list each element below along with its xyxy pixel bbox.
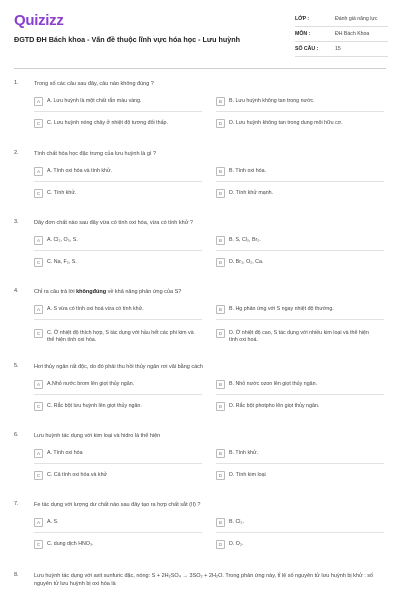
option-text: D. Ở nhiệt độ cao, S tác dụng với nhiều kim loại và thể hiện tính oxi hoá.	[229, 330, 369, 343]
option-letter-badge: C	[34, 258, 43, 267]
meta-row-class	[295, 12, 388, 27]
question-text: Dãy đơn chất nào sau đây vừa có tính oxi hóa, vừa có tính khử ?	[34, 220, 193, 226]
option-letter-badge: A	[34, 380, 43, 389]
answer-option-a[interactable]	[34, 97, 197, 106]
option-divider	[34, 463, 202, 464]
option-letter-badge: A	[34, 97, 43, 106]
answer-option-a[interactable]	[34, 518, 197, 527]
emphasis-text: khôngđúng	[76, 289, 107, 295]
option-divider	[34, 181, 202, 182]
meta-value: Đánh giá năng lực	[335, 16, 378, 22]
option-letter-badge: B	[216, 518, 225, 527]
option-letter-badge: D	[216, 402, 225, 411]
option-divider	[216, 181, 384, 182]
option-text: A. Tính oxi hóa	[47, 450, 83, 456]
answer-option-a[interactable]	[34, 305, 197, 314]
option-text: A. S vừa có tính oxi hoá vừa có tính khử.	[47, 306, 144, 312]
answer-option-a[interactable]	[34, 167, 197, 176]
option-text: C. Cả tính oxi hóa và khử	[47, 472, 108, 478]
answer-option-d[interactable]	[216, 402, 379, 411]
answer-option-b[interactable]	[216, 236, 379, 245]
question-text: Hơi thủy ngân rất độc, do đó phải thu hồi thủy ngân rơi vãi bằng cách	[34, 364, 203, 370]
answer-option-d[interactable]	[216, 119, 379, 128]
quizizz-logo: Quizizz	[14, 12, 64, 29]
option-letter-badge: A	[34, 236, 43, 245]
option-text: B. Nhỏ nước ozon lên giọt thủy ngân.	[229, 381, 317, 387]
option-letter-badge: C	[34, 540, 43, 549]
meta-row-subject	[295, 27, 388, 42]
option-letter-badge: D	[216, 258, 225, 267]
answer-option-c[interactable]	[34, 258, 197, 267]
answer-option-d[interactable]	[216, 189, 379, 198]
option-letter-badge: B	[216, 97, 225, 106]
question-number: 1.	[14, 80, 19, 86]
answer-option-a[interactable]	[34, 380, 197, 389]
answer-option-a[interactable]	[34, 449, 197, 458]
answer-option-d[interactable]	[216, 471, 379, 480]
meta-row-count	[295, 42, 388, 57]
answer-option-c[interactable]	[34, 540, 197, 549]
option-text: B. Tính khử.	[229, 450, 259, 456]
option-divider	[216, 532, 384, 533]
option-letter-badge: A	[34, 449, 43, 458]
question-number: 3.	[14, 219, 19, 225]
answer-option-b[interactable]	[216, 167, 379, 176]
option-text: D. Tính khử mạnh.	[229, 190, 274, 196]
answer-option-a[interactable]	[34, 236, 197, 245]
option-divider	[34, 319, 202, 320]
option-text: A. S.	[47, 519, 59, 525]
meta-label: LỚP :	[295, 16, 310, 22]
answer-option-c[interactable]	[34, 189, 197, 198]
option-letter-badge: D	[216, 540, 225, 549]
option-divider	[216, 111, 384, 112]
question-number: 4.	[14, 288, 19, 294]
question-number: 2.	[14, 150, 19, 156]
option-letter-badge: B	[216, 449, 225, 458]
document-title: ĐGTD ĐH Bách khoa - Vấn đề thuộc lĩnh vực hóa học - Lưu huỳnh	[14, 35, 241, 44]
option-divider	[216, 463, 384, 464]
option-text: B. S, Cl₂, Br₂.	[229, 237, 261, 243]
option-text: C. dung dịch HNO₃.	[47, 541, 94, 547]
option-text: D. Lưu huỳnh không tan trong dung môi hữu cơ.	[229, 120, 343, 126]
question-number: 6.	[14, 432, 19, 438]
answer-option-d[interactable]	[216, 329, 379, 344]
option-text: C. Tính khử.	[47, 190, 77, 196]
answer-option-b[interactable]	[216, 518, 379, 527]
question-number: 8.	[14, 572, 19, 578]
option-text: A.Nhỏ nước brom lên giọt thủy ngân.	[47, 381, 135, 387]
option-divider	[34, 394, 202, 395]
option-letter-badge: B	[216, 236, 225, 245]
question-text: Lưu huỳnh tác dụng với kim loại và hidro là thể hiện	[34, 433, 161, 439]
option-text: D. O₂.	[229, 541, 244, 547]
option-letter-badge: D	[216, 471, 225, 480]
answer-option-b[interactable]	[216, 449, 379, 458]
option-letter-badge: D	[216, 329, 225, 338]
option-text: C. Na, F₂, S.	[47, 259, 77, 265]
question-text: Fe tác dụng với lượng dư chất nào sau đây tạo ra hợp chất sắt (II) ?	[34, 502, 201, 508]
option-text: A. Cl₂, O₃, S.	[47, 237, 78, 243]
meta-label: SỐ CÂU :	[295, 46, 319, 52]
answer-option-b[interactable]	[216, 305, 379, 314]
option-letter-badge: C	[34, 402, 43, 411]
option-divider	[216, 394, 384, 395]
option-letter-badge: D	[216, 119, 225, 128]
answer-option-b[interactable]	[216, 97, 379, 106]
question-text: Trong số các câu sau đây, câu nào không đúng ?	[34, 81, 154, 87]
answer-option-d[interactable]	[216, 540, 379, 549]
answer-option-c[interactable]	[34, 402, 197, 411]
option-letter-badge: A	[34, 167, 43, 176]
option-text: A. Lưu huỳnh là một chất rắn màu vàng.	[47, 98, 142, 104]
option-text: D. Rắc bột photpho lên giọt thủy ngân.	[229, 403, 320, 409]
option-divider	[34, 532, 202, 533]
question-text: Lưu huỳnh tác dụng với axit sunfuric đặc, nóng: S + 2H₂SO₄ → 3SO₂ + 2H₂O. Trong phản ứng này, tỉ lệ số nguyên tử lưu huỳnh bị khử : số nguyên tử lưu huỳnh bị oxi hóa là	[34, 573, 374, 587]
header	[0, 0, 400, 66]
option-text: B. Cl₂.	[229, 519, 245, 525]
option-text: C. Rắc bột lưu huỳnh lên giọt thủy ngân.	[47, 403, 142, 409]
meta-value: 15	[335, 46, 341, 52]
option-letter-badge: A	[34, 305, 43, 314]
answer-option-c[interactable]	[34, 329, 197, 344]
option-text: C. Ở nhiệt độ thích hợp, S tác dụng với hầu hết các phi kim và thể hiện tính oxi hóa.	[47, 330, 194, 343]
meta-table	[295, 12, 388, 57]
option-text: B. Tính oxi hóa.	[229, 168, 267, 174]
question-number: 7.	[14, 501, 19, 507]
option-text: D. Br₂, O₂, Ca.	[229, 259, 264, 265]
option-text: A. Tính oxi hóa và tính khử.	[47, 168, 112, 174]
option-text: D. Tính kim loại	[229, 472, 266, 478]
option-letter-badge: B	[216, 167, 225, 176]
answer-option-c[interactable]	[34, 471, 197, 480]
answer-option-d[interactable]	[216, 258, 379, 267]
meta-value: ĐH Bách Khoa	[335, 31, 370, 37]
option-letter-badge: D	[216, 189, 225, 198]
option-letter-badge: C	[34, 189, 43, 198]
option-letter-badge: C	[34, 119, 43, 128]
option-letter-badge: B	[216, 305, 225, 314]
option-text: B. Hg phản ứng với S ngay nhiệt độ thường.	[229, 306, 334, 312]
option-divider	[34, 111, 202, 112]
option-text: C. Lưu huỳnh nóng chảy ở nhiệt độ tương đối thấp.	[47, 120, 168, 126]
option-letter-badge: C	[34, 329, 43, 338]
option-text: B. Lưu huỳnh không tan trong nước.	[229, 98, 315, 104]
question-number: 5.	[14, 363, 19, 369]
question-text: Tính chất hóa học đặc trưng của lưu huỳnh là gì ?	[34, 151, 157, 157]
option-letter-badge: A	[34, 518, 43, 527]
answer-option-c[interactable]	[34, 119, 197, 128]
option-divider	[216, 319, 384, 320]
option-letter-badge: B	[216, 380, 225, 389]
question-text: Chỉ ra câu trả lời khôngđúng về khả năng phản ứng của S?	[34, 289, 182, 295]
meta-label: MÔN :	[295, 31, 311, 37]
answer-option-b[interactable]	[216, 380, 379, 389]
option-letter-badge: C	[34, 471, 43, 480]
option-divider	[34, 250, 202, 251]
option-divider	[216, 250, 384, 251]
header-divider	[14, 68, 386, 69]
